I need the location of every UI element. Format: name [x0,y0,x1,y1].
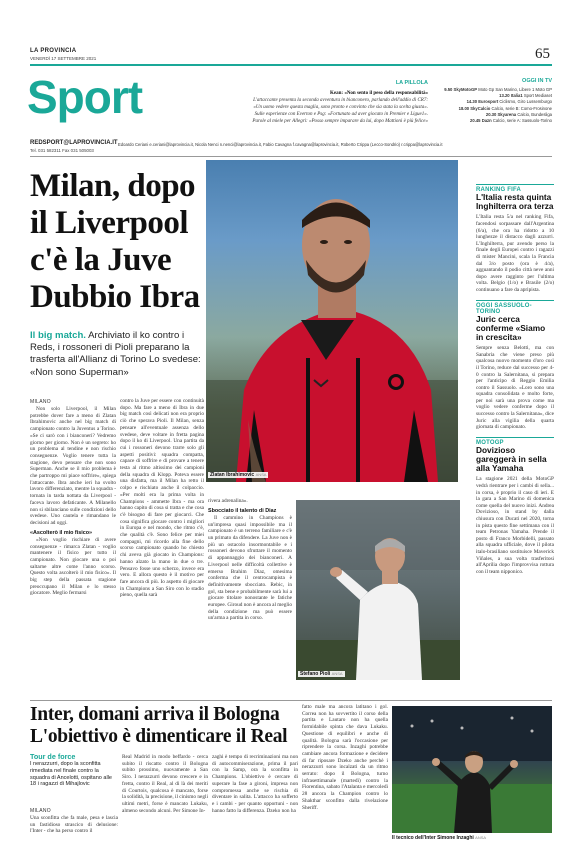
second-headline-1: Inter, domani arriva il Bologna [30,704,280,725]
side-1-text: L'Italia resta 5/a nel ranking Fifa, facendosi sorpassare dall'Argentina (6/a), che ora ha ridotto a 10 lunghezze il distacco dagli azzurri. L'Inghilterra, pur avendo perso la finale degli Europei contro i ragazzi di mister Mancini, scala la Francia dal 3/o posto (ora è 4/a), agguantando il podio città neve anni dopo avere ragginto per l'ultima volta. Belgio (1/o) e Brasile (2/o) continuano a fare da apripista. [476,214,554,293]
second-col3-text: zaghi è tempo di recriminazioni ma non di autocommiserazione, prima il pari con la Samp, ora la sconfitta in Champions. L'obiettivo è cercare di superare la fase a gironi, impresa non compromessa anche se rischia di diventare in salita. L'attacco ha sofferto e i cambi - per quanto opportuni - non hanno fatto la differenza. Dzeko non ha [212,754,298,814]
pillola-label: LA PILLOLA [395,80,428,86]
caption-2-agency: ANSA [331,671,343,676]
second-col-2 [122,754,208,844]
tv-program: Calcio, serie A: Sassuolo-Torino [492,118,552,124]
photo-caption-3 [392,835,486,841]
tv-channel: SkyCalcio [470,105,491,111]
redsport-phone: Tel. 031 582311 Fax 031 505003 [30,148,94,153]
second-col2-text: Real Madrid in modo beffardo - cerca subito il riscatto contro il Bologna subito prossimo, nuovamente a San Siro. I nerazzurri devono crescere e in fretta, contro il Real, al di là dei meriti di Courtois, qualcosa è mancato, forse la solidità, la precisione, il cinismo negli ultimi metri, forse è mancato Lukaku, almeno secondo alcuni. Per Simone In- [122,754,208,814]
second-headline-2: L'obiettivo è dimenticare il Real [30,726,288,747]
main-kicker: MILANO [30,399,51,405]
sub-text: Archiviato il ko contro i Reds, i rossoneri di Pioli preparano la trasferta all'Allianz di Torino Lo svedese: «Non sono Superman» [30,330,201,378]
ibrahimovic-photo [206,160,458,482]
tv-channel: SkyMotoGP [453,87,478,92]
side-3-text: La stagione 2021 della MotoGP vedrà rientrare per i cambi di sella... in corsa, è proprio il caso di ieri. E la gara a San Marino di domenica come quella del nuovo inizi. Andrea Dovizioso, in stand by dalla chiusura con Ducati nel 2020, torna in pista questo fine settimana con il team Petronas Yamaha. Prende il posto di Franco Morbidelli, passato alla squadra ufficiale, dove il pilota italo-brasiliano sostituisce Maverick Viñales, a sua volta trasferitosi all'Aprilia dopo l'improvvisa rottura con il team nipponico. [476,476,554,575]
second-side-text: I nerazzurri, dopo la sconfitta rimediata nel finale contro la squadra di Ancelotti, ospitano alle 18 i ragazzi di Mihajlovic [30,761,112,788]
main-subheadline [30,330,206,379]
sidebar [476,184,554,694]
second-col1-text: Una sconfitta che fa male, pesa e lascia un fastidioso strascico di delusione: l'Inter - che ha perso contro il [30,815,118,835]
second-kicker: MILANO [30,808,51,814]
header-bottom-rule [30,156,552,157]
tv-time: 9.50 [444,87,453,92]
tv-program: Moto Gp San Marino, Libere 1 Moto GP [478,87,552,92]
tv-time: 20.45 [470,118,481,124]
side-3-title: Dovizioso gareggerà in sella alla Yamaha [476,444,547,474]
main-col-2 [120,398,204,694]
pillola-line-3: «Un uomo vedere questa maglia, sono pronto e convinto che sia stata la scelta giusta». [253,105,428,110]
page-number: 65 [535,46,550,62]
side-1-kicker: RANKING FIFA [476,187,522,193]
inzaghi-figure [392,706,552,833]
tv-program: Sport Mediaset [523,93,552,99]
section-title: Sport [27,71,143,123]
tv-item [440,118,552,124]
caption-3-name: Il tecnico dell'Inter Simone Inzaghi [392,835,474,841]
paper-date: VENERDÌ 17 SETTEMBRE 2021 [30,56,97,61]
photo-caption-1 [208,472,268,478]
pillola-box [228,80,428,138]
side-block-3 [476,437,554,576]
tv-label: OGGI IN TV [522,78,552,84]
main-col-3 [208,498,292,694]
tv-time: 18.00 [458,105,470,111]
side-2-kicker: OGGI SASSUOLO-TORINO [476,302,532,315]
col3b-paragraph: Il cammino in Champions è un'impresa quasi impossibile ma il campionato è un terreno familiare e c'è un primato da difendere. La Juve non è più un ostacolo insormontabile e i rossoneri devono sfruttare il momento di appannaggio dei bianconeri. A Liverpool nelle difficoltà collettive è emerso Brahim Diaz, omesima conferma che il centrocampista è definitivamente sbocciato. Rebic, in gol, sta bene e probabilmente sarà lui a giocare titolare nonostante le fatiche europee. Giroud non è ancora al meglio della condizione ma può essere un'arma a partita in corso. [208,514,292,622]
tv-program: Calcio, Bundesliga [517,111,552,117]
second-col4-text: fatto male ma ancora latitano i gol. Correa non ha sovvertito il corso della partita e Lautaro non ha quella formidabile spinta che dava Lukaku. Questione di equilibri e anche di qualità. Bologna sarà l'occasione per riprendere la corsa. Inzaghi potrebbe cambiare ancora formazione e decidere di far riposare Dzeko anche perchè i nerazzurri sono incalzati da un ritmo serrato: dopo il Bologna, turno infrasettimanale (martedì) contro la Fiorentina, sabato l'Atalanta e mercoledì 28 ancora la Champion contro lo Shakthar sconfitto dalla rivelazione Sheriff. [302,704,388,811]
side-1-title: L'Italia resta quinta Inghilterra ora terza [476,192,554,212]
tv-time: 14.30 [466,99,478,105]
ibrahimovic-figure [206,160,458,482]
inzaghi-photo [392,706,552,833]
headline-line-1: Milan, dopo [30,168,196,204]
headline-line-3: c'è la Juve [30,242,172,278]
side-block-1 [476,184,554,294]
tv-box [440,78,552,124]
pioli-figure [296,500,460,680]
paper-name: LA PROVINCIA [30,48,77,54]
col3-subhead: Sbocciato il talento di Diaz [208,507,277,514]
col1-subhead: «Ascolterò il mio fisico» [30,529,93,536]
second-col-4 [302,704,388,844]
tv-channel: Eurosport [478,99,499,105]
staff-list: Edoardo Ceriani e.ceriani@laprovincia.it, Nicola Nenci n.nenci@laprovincia.it, Fabio Cavagna f.cavagna@laprovincia.it, Roberto Crippa (Lecco-Sondrio) r.crippa@laprovincia.it [118,142,443,147]
headline-line-2: il Liverpool [30,205,189,241]
second-col-1 [30,815,118,845]
side-block-2 [476,300,554,431]
side-2-text: Sempre senza Belotti, ma con Sanabria che viene preso più qualcosa nuovo momento d'oro così il Torino, reduce dal successo per 4-0 contro la Salernitana, si prepara per l'anticipo di Reggio Emilia contro il Sassuolo. «Loro sono una squadra consolidata e molto forte, per noi sarà una prova come ma voglio vedere conferme dopo il successo contro la Salernitana», dice Juric alla vigilia della quarta giornata di campionato. [476,345,554,431]
second-side-title: Tour de force [30,752,76,761]
pillola-line-5: Parole al miele per Allegri: «Posso sempre imparare da lui, dopo Mattioni è più felice» [252,119,428,124]
tv-channel: Italia1 [510,93,523,99]
photo-caption-2 [298,671,345,677]
sub-lead: Il big match. [30,330,86,341]
second-col-3 [212,754,298,844]
caption-1-name: Zlatan Ibrahimovic [210,472,255,478]
pillola-line-1: Kean: «Non sento il peso della responsabilità» [330,91,428,96]
col1-paragraph: Non solo Liverpool, il Milan potrebbe dover fare a meno di Zlatan Ibrahimovic anche nel big match di campionato contro la Juventus a Torino. «Se ci sarò con i bianconeri? Vedremo giorno per giorno. Non è un segreto: ho un problema al tendine e non rischio conseguenze. Voglio tenere tutta la stagione, devo pensare che non sono Superman. Anche se il mio problema è che partroppo mi piace soffrire», spiega l'attaccante. Ibra anche ieri ha svolto lavoro differenziato, mentre la squadra - tornata in tarda nottata da Liverpool - faceva lavoro defaticante. A Milanello non si sbilanciano sulle condizioni dello svedese. Uno cautela e rimandano le decisioni ad oggi. [30,406,116,526]
pillola-line-4: Sulle esperienze con Everton e Psg: «Fortunato ad aver giocato in Premier e Ligue1». [254,112,428,117]
tv-time: 13.20 [499,93,510,99]
pioli-photo [296,500,460,680]
col2-paragraph: contro la Juve per essere con continuità dopo. Ma fare a meno di Ibra in due big match così delicati non era proprio ciò che sperava Pioli. Il Milan, senza pensare all'eventuale assenza dello svedese, deve voltare in fretta pagina dopo il ko di Liverpool. Una partita da cui i rossoneri devono trarre solo gli aspetti positivi: squadra compatta, capace di soffrire e di provare a tenere testa al ritmo altissimo dei campioni della squadra di Klopp. Poteva essere una disfatta, ma il Milan ha retto il colpo e rischiato anche il colpaccio. «Per molti era la prima volta in Champions - ammette Ibra - ma ora hanno capito di cosa si tratta e che cosa c'è bisogno di fare per giocarci. Che cosa significa giocare contro i migliori in Europa e nel mondo, che ritmo c'è, che qualità c'è. Sono felice per miei compagni, mi ricordo alla fine dello scorso campionato quando ho chiesto chi aveva già giocato in Champions: hanno alzato la mano in due o tre. Pensavo fosse uno scherzo, invece era vero. E allora questo è il motivo per fare ancora di più. Io aspetto di giocare in Champions a San Siro con lo stadio pieno, quella sarà [120,398,204,599]
tv-channel: Dazn [481,118,492,124]
section-divider [30,700,552,701]
caption-1-agency: ANSA [255,472,267,477]
tv-channel: Skyarena [497,111,517,117]
tv-program: Calcio, serie B: Como-Frosinone [491,105,552,111]
redsport-email: REDSPORT@LAPROVINCIA.IT [30,140,118,146]
side-2-title: Juric cerca conferme «Siamo in crescita» [476,313,546,342]
col1b-paragraph: «Non voglio rischiare di avere conseguenze - rimarca Zlatan - voglio mantenere il fisico per tutto il campionato. Non giocare una o poi saltarne altre come l'anno scorso. Questo volta ascolterò il mio fisico». Il big step della passata stagione preoccupano il Milan e lo stesso giocatore. Meglio fermarsi [30,536,116,597]
caption-3-agency: ANSA [475,835,487,840]
tv-time: 20.30 [485,111,497,117]
header-rule [30,64,552,66]
tv-program: Ciclismo, Giro Lussemburgo [499,99,552,105]
col3-paragraph: rivera adrenalina». [208,498,248,504]
main-headline [30,168,230,316]
side-3-kicker: MOTOGP [476,439,504,446]
headline-line-4: Dubbio Ibra [30,279,200,315]
pillola-text [208,90,428,125]
pillola-line-2: L'attaccante presenta la seconda avventura in bianconero, parlando dell'addio di CR7: [253,98,428,103]
caption-2-name: Stefano Pioli [300,671,331,677]
tv-list [440,87,552,124]
main-col-1 [30,406,116,694]
